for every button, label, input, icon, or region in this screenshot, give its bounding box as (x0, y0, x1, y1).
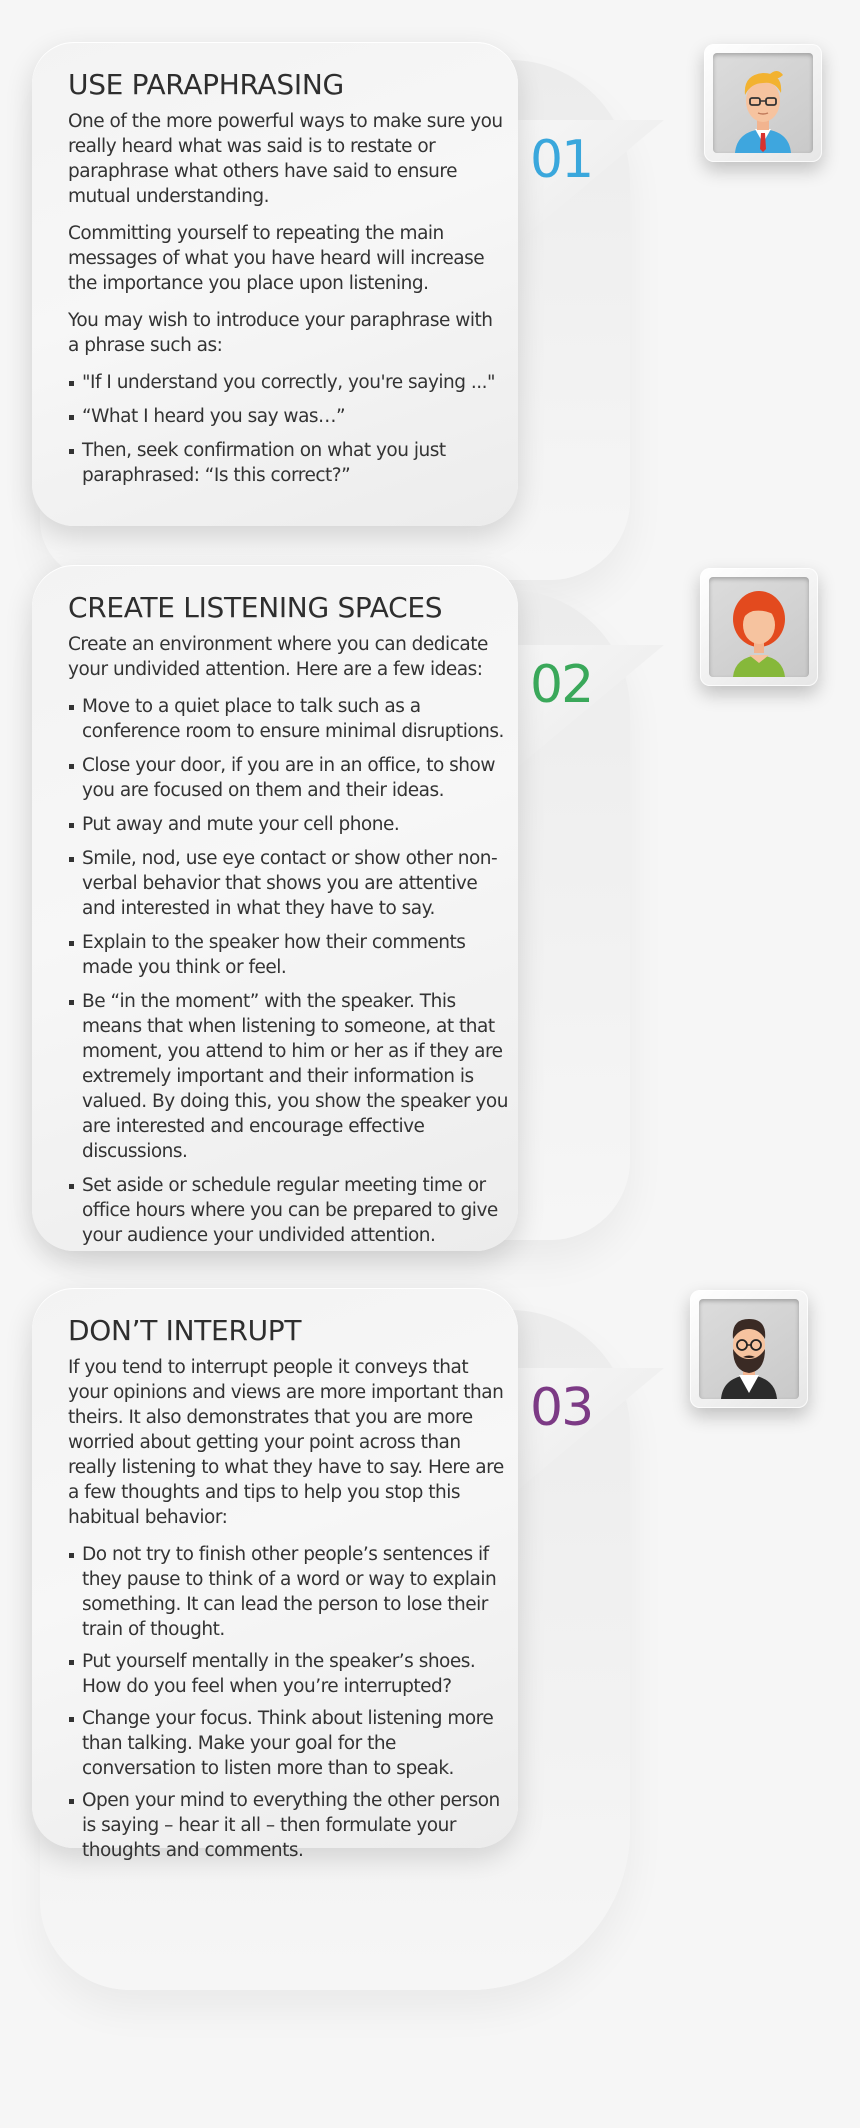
paragraph: You may wish to introduce your paraphrase with a phrase such as: (68, 310, 493, 356)
section-create-listening-spaces (32, 565, 518, 1251)
list-item: Put away and mute your cell phone. (68, 812, 508, 837)
list-item: Open your mind to everything the other person is saying – hear it all – then formulate your thoughts and comments. (68, 1788, 508, 1863)
card (32, 565, 518, 1251)
section-number: 01 (530, 130, 593, 190)
paragraph: One of the more powerful ways to make sure you really heard what was said is to restate or paraphrase what others have said to ensure mutual understanding. (68, 111, 503, 207)
section-number: 03 (530, 1378, 593, 1438)
businessman-glasses-icon (713, 53, 813, 153)
list-item: Be “in the moment” with the speaker. This means that when listening to someone, at that moment, you attend to him or her as if they are extremely important and their information is valued. By doing this, you show the speaker you are interested and encourage effective discussions. (68, 989, 508, 1164)
section-number: 02 (530, 655, 593, 715)
list-item: Move to a quiet place to talk such as a conference room to ensure minimal disruptions. (68, 694, 508, 744)
section-title: USE PARAPHRASING (68, 68, 344, 101)
section-dont-interupt (32, 1288, 518, 1861)
avatar-frame (700, 568, 818, 686)
list-item: Smile, nod, use eye contact or show other non-verbal behavior that shows you are attentive and interested in what they have to say. (68, 846, 508, 921)
list-item: Then, seek confirmation on what you just paraphrased: “Is this correct?” (68, 438, 508, 488)
bullet-list (68, 694, 508, 1248)
bearded-man-glasses-icon (699, 1299, 799, 1399)
paragraph: Create an environment where you can dedicate your undivided attention. Here are a few ideas: (68, 634, 488, 680)
section-use-paraphrasing (32, 42, 518, 526)
list-item: "If I understand you correctly, you're saying ..." (68, 370, 508, 395)
card (32, 42, 518, 526)
list-item: Explain to the speaker how their comments made you think or feel. (68, 930, 508, 980)
section-title: CREATE LISTENING SPACES (68, 591, 443, 624)
paragraph: If you tend to interrupt people it conveys that your opinions and views are more important than theirs. It also demonstrates that you are more worried about getting your point across than really listening to what they have to say. Here are a few thoughts and tips to help you stop this habitual behavior: (68, 1357, 504, 1528)
paragraph: Committing yourself to repeating the main messages of what you have heard will increase the importance you place upon listening. (68, 223, 485, 294)
list-item: “What I heard you say was…” (68, 404, 508, 429)
avatar-frame (690, 1290, 808, 1408)
list-item: Put yourself mentally in the speaker’s shoes. How do you feel when you’re interrupted? (68, 1649, 508, 1699)
bullet-list (68, 370, 508, 488)
list-item: Do not try to finish other people’s sentences if they pause to think of a word or way to explain something. It can lead the person to lose their train of thought. (68, 1542, 508, 1642)
woman-red-hair-icon (709, 577, 809, 677)
section-title: DON’T INTERUPT (68, 1314, 302, 1347)
list-item: Change your focus. Think about listening more than talking. Make your goal for the conversation to listen more than to speak. (68, 1706, 508, 1781)
avatar-frame (704, 44, 822, 162)
list-item: Set aside or schedule regular meeting time or office hours where you can be prepared to give your audience your undivided attention. (68, 1173, 508, 1248)
card (32, 1288, 518, 1861)
list-item: Close your door, if you are in an office, to show you are focused on them and their ideas. (68, 753, 508, 803)
bullet-list (68, 1542, 508, 1863)
